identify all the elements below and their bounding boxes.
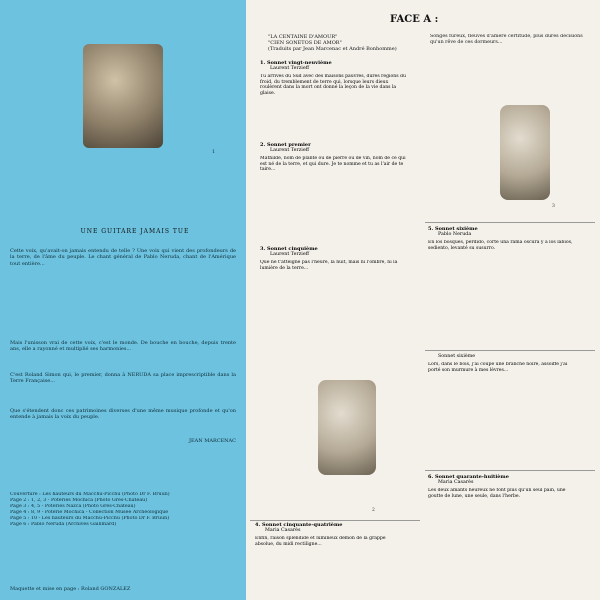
figure-number: 3	[552, 204, 555, 209]
credits	[10, 492, 236, 528]
divider	[425, 350, 595, 351]
sonnet-reader: Sonnet sixième	[438, 354, 476, 359]
sonnet-text: Lors, dans le bois, j'ai coupé une branche noire, assoiffé j'ai porté son murmure à mes lèvres...	[428, 362, 568, 373]
sonnet-4	[255, 522, 405, 566]
divider	[425, 470, 595, 471]
sonnet-text: Enfin, raison splendide et lumineux démon de la grappe absolue, du midi rectiligne...	[255, 536, 386, 547]
page-title: UNE GUITARE JAMAIS TUE	[80, 228, 190, 235]
sonnet-number: 4. Sonnet cinquante-quatrième	[255, 522, 343, 528]
paragraph-4: Que s'étendent donc ces patrimoines diverses d'une même musique profonde et qu'on entende à jamais la voix du peuple.	[10, 408, 236, 421]
sonnet-number: 6. Sonnet quarante-huitième	[428, 474, 509, 480]
sonnet-text: Mathilde, nom de plante ou de pierre ou de vin, nom de ce qui est né de la terre, et qui dure. Je te nomme et tu as l'air de te taire...	[260, 156, 406, 173]
sonnet-number: 1. Sonnet vingt-neuvième	[260, 60, 332, 66]
sonnets-header	[268, 34, 418, 52]
sonnet-reader: Laurent Terzieff	[270, 66, 310, 71]
header-subtitle: "CIEN SONETOS DE AMOR"	[268, 40, 342, 46]
intro-paragraph: Cette voix, qu'avait-on jamais entendu de telle ? Une voix qui vient des profondeurs de la terre, de l'âme du peuple. Le chant général de Pablo Neruda, chant de l'Amérique tout entière...	[10, 248, 236, 267]
column-2-top: Songes fureux, fleuves d'amère certitude, plus dures décisions qu'un rêve de ces dormeurs...	[430, 34, 583, 45]
header-title: "LA CENTAINE D'AMOUR"	[268, 34, 338, 40]
sonnet-reader: Maria Casarès	[265, 528, 301, 533]
sonnet-reader: Laurent Terzieff	[270, 252, 310, 257]
credit-line: Page 5 : 10 - Les hauteurs du Macchu-Picchu (Photo Dr F. Bruun)	[10, 516, 170, 521]
credit-line: Page 6 : Pablo Neruda (Archives Gallimard)	[10, 522, 117, 527]
divider	[425, 222, 595, 223]
sonnet-reader: Pablo Neruda	[438, 232, 472, 237]
sonnet-text: Que ne t'atteigne pas l'heure, la nuit, mais ni l'ombre, ni la lumière de la terre...	[260, 260, 398, 271]
photo-mask	[83, 44, 163, 148]
sonnet-reader: Maria Casarès	[438, 480, 474, 485]
sonnet-number: 3. Sonnet cinquième	[260, 246, 318, 252]
pottery-photo-2	[318, 380, 376, 475]
sonnet-number: 2. Sonnet premier	[260, 142, 311, 148]
left-panel	[0, 0, 246, 600]
sonnet-text: Les deux amants heureux ne font plus qu'un seul pain, une goutte de lune, une seule, dans l'herbe.	[428, 488, 566, 499]
author-signature: JEAN MARCENAC	[188, 438, 236, 444]
sonnet-number: 5. Sonnet sixième	[428, 226, 478, 232]
sonnet-1	[260, 60, 410, 114]
paragraph-3: C'est Roland Simon qui, le premier, donna à NERUDA sa place imprescriptible dans la Terre Française...	[10, 372, 236, 385]
pottery-photo-3	[500, 105, 550, 200]
sonnet-7	[428, 474, 578, 558]
credit-line: Couverture : Les hauteurs du Macchu-Picchu (Photo Dr F. Bruun)	[10, 492, 170, 497]
sonnet-reader: Laurent Terzieff	[270, 148, 310, 153]
sonnet-6	[428, 354, 578, 418]
credit-line: Page 4 : 8, 9 - Poterie Mochica - Collection Musée Archéologique	[10, 510, 169, 515]
sonnet-text: En los bosques, perdido, corté una rama oscura y a los labios, sediento, levanté su susurro.	[428, 240, 573, 251]
sonnet-text: Tu arrives du Sud avec des maisons pauvres, dures régions du froid, du tremblement de terre qui, lorsque leurs dieux roulèrent dans la mort ont donné la leçon de la vie dans la glaise.	[260, 74, 406, 96]
layout-credit: Maquette et mise en page : Roland GONZALEZ	[10, 586, 131, 592]
credit-line: Page 3 : 4, 5 - Poteries Nazca (Photo Gres-Chateau)	[10, 504, 136, 509]
credit-line: Page 2 : 1, 2, 3 - Poteries Mochica (Photo Gres-Chateau)	[10, 498, 148, 503]
divider	[250, 520, 420, 521]
figure-number: 2	[372, 508, 375, 513]
sonnet-2	[260, 142, 410, 192]
header-translators: (Traduits par Jean Marcenac et André Bonhomme)	[268, 46, 397, 52]
paragraph-2: Mais l'unisson vrai de cette voix, c'est le monde. De bouche en bouche, depuis trente ans, elle a rayonné et multiplié ses harmonies...	[10, 340, 236, 353]
face-heading: FACE A :	[390, 14, 439, 25]
sonnet-3	[260, 246, 410, 290]
photo-caption: 1	[212, 149, 216, 155]
sonnet-5	[428, 226, 578, 286]
